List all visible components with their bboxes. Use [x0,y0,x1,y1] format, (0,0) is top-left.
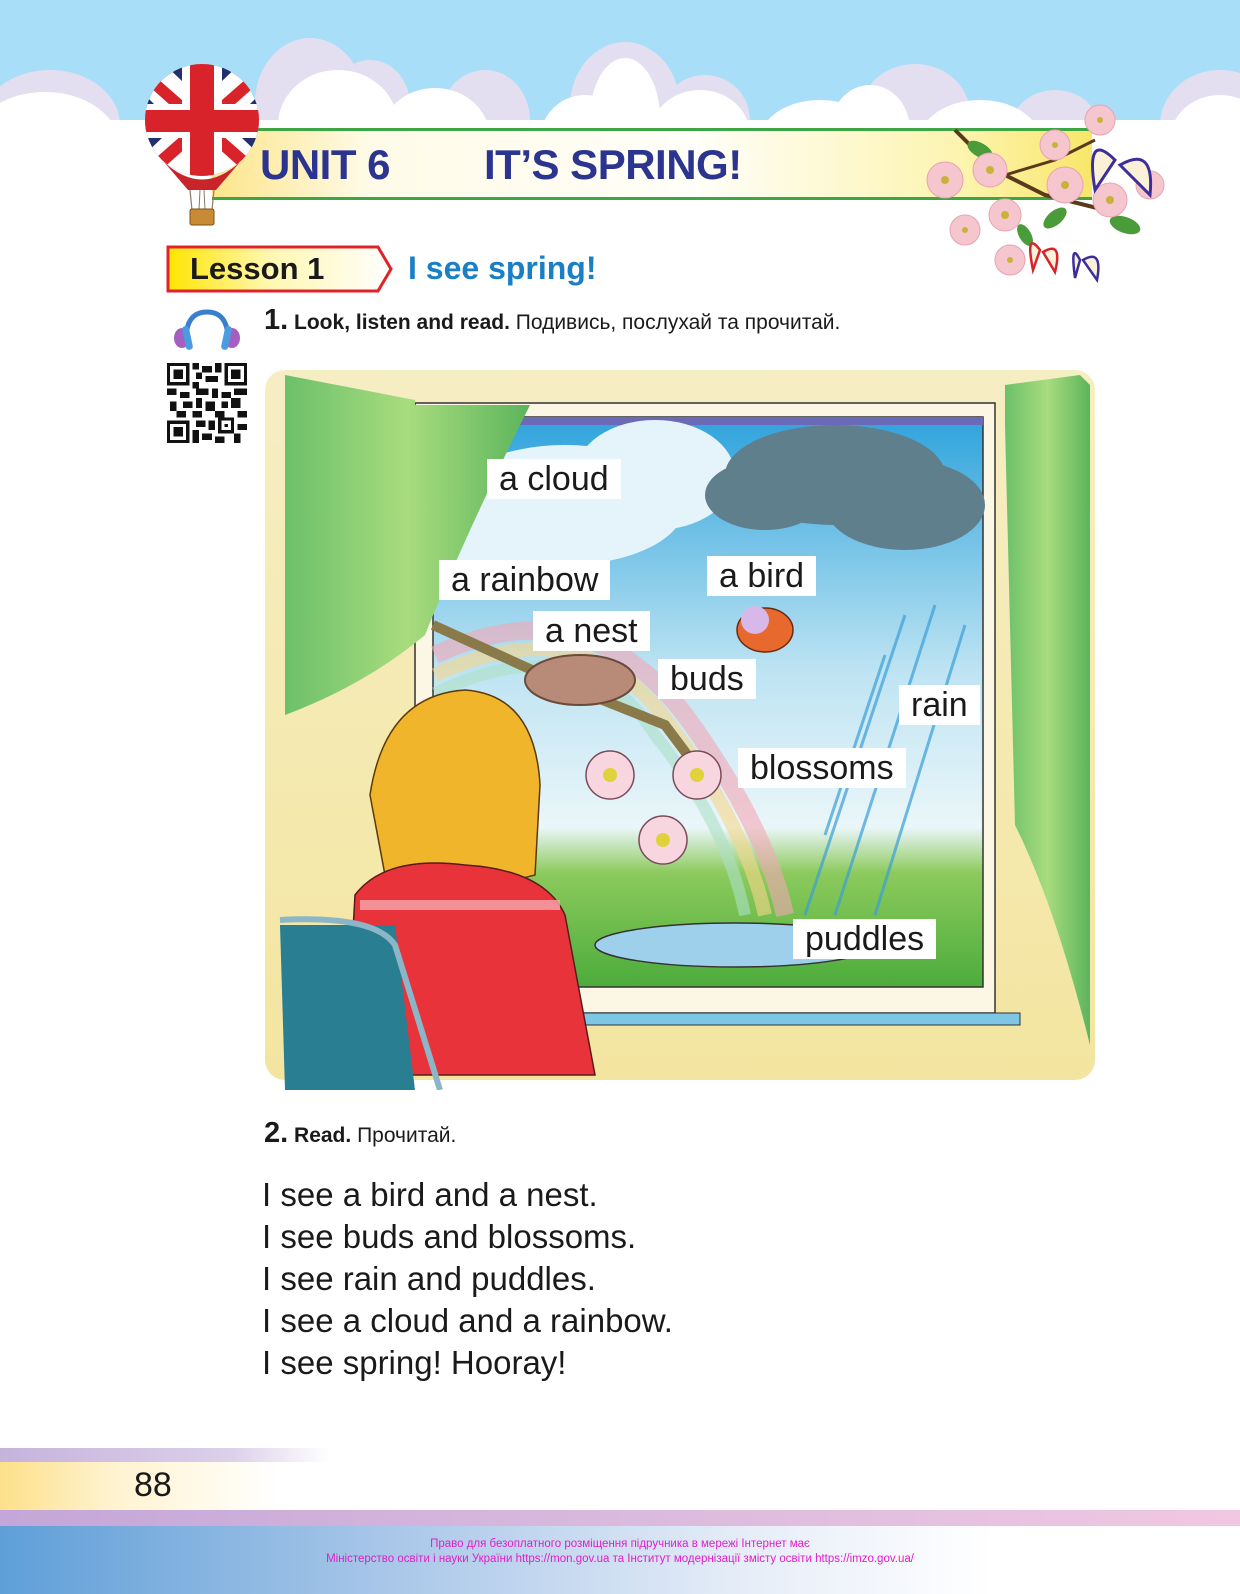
footer-decor-bar-top [0,1448,330,1462]
scene-label-puddles: puddles [793,919,936,959]
scene-label-blossoms: blossoms [738,748,906,788]
scene-label-rain: rain [899,685,980,725]
scene-label-rainbow: a rainbow [439,560,610,600]
lesson-label: Lesson 1 [190,251,325,286]
spring-window-illustration [265,355,1095,1090]
legal-notice-line-2: Міністерство освіти і науки України https://mon.gov.ua та Інститут модернізації змісту освіти https://imzo.gov.ua/ [326,1553,914,1565]
scene-label-cloud: a cloud [487,459,621,499]
exercise-2-instruction [264,1117,456,1150]
reading-line: I see a cloud and a rainbow. [262,1302,673,1339]
instruction-ukrainian: Подивись, послухай та прочитай. [515,311,841,334]
reading-line: I see a bird and a nest. [262,1176,598,1213]
reading-text [262,1174,673,1384]
exercise-number: 2. [264,1117,289,1149]
lesson-title: I see spring! [408,250,597,286]
blossom-branch-decoration-icon [905,100,1165,290]
legal-notice-line-1: Право для безоплатного розміщення підручника в мережі Інтернет має [430,1538,810,1550]
page-number: 88 [134,1466,172,1504]
reading-line: I see buds and blossoms. [262,1218,637,1255]
scene-label-buds: buds [658,659,756,699]
exercise-number: 1. [264,304,289,336]
instruction-english: Look, listen and read. [294,311,510,334]
unit-title: IT’S SPRING! [484,141,742,188]
reading-line: I see spring! Hooray! [262,1344,567,1381]
instruction-ukrainian: Прочитай. [357,1124,457,1147]
exercise-1-instruction [264,304,840,337]
lesson-tag [166,245,394,293]
scene-label-nest: a nest [533,611,650,651]
butterfly-red-icon [1030,243,1057,272]
butterfly-small-icon [1073,253,1098,280]
reading-line: I see rain and puddles. [262,1260,596,1297]
qr-code[interactable] [167,363,247,443]
footer-decor-bar-bottom [0,1510,1240,1526]
union-jack-balloon-icon [142,62,262,232]
instruction-english: Read. [294,1124,352,1147]
headphones-icon[interactable] [172,306,242,352]
scene-label-bird: a bird [707,556,816,596]
unit-label: UNIT 6 [260,141,391,188]
